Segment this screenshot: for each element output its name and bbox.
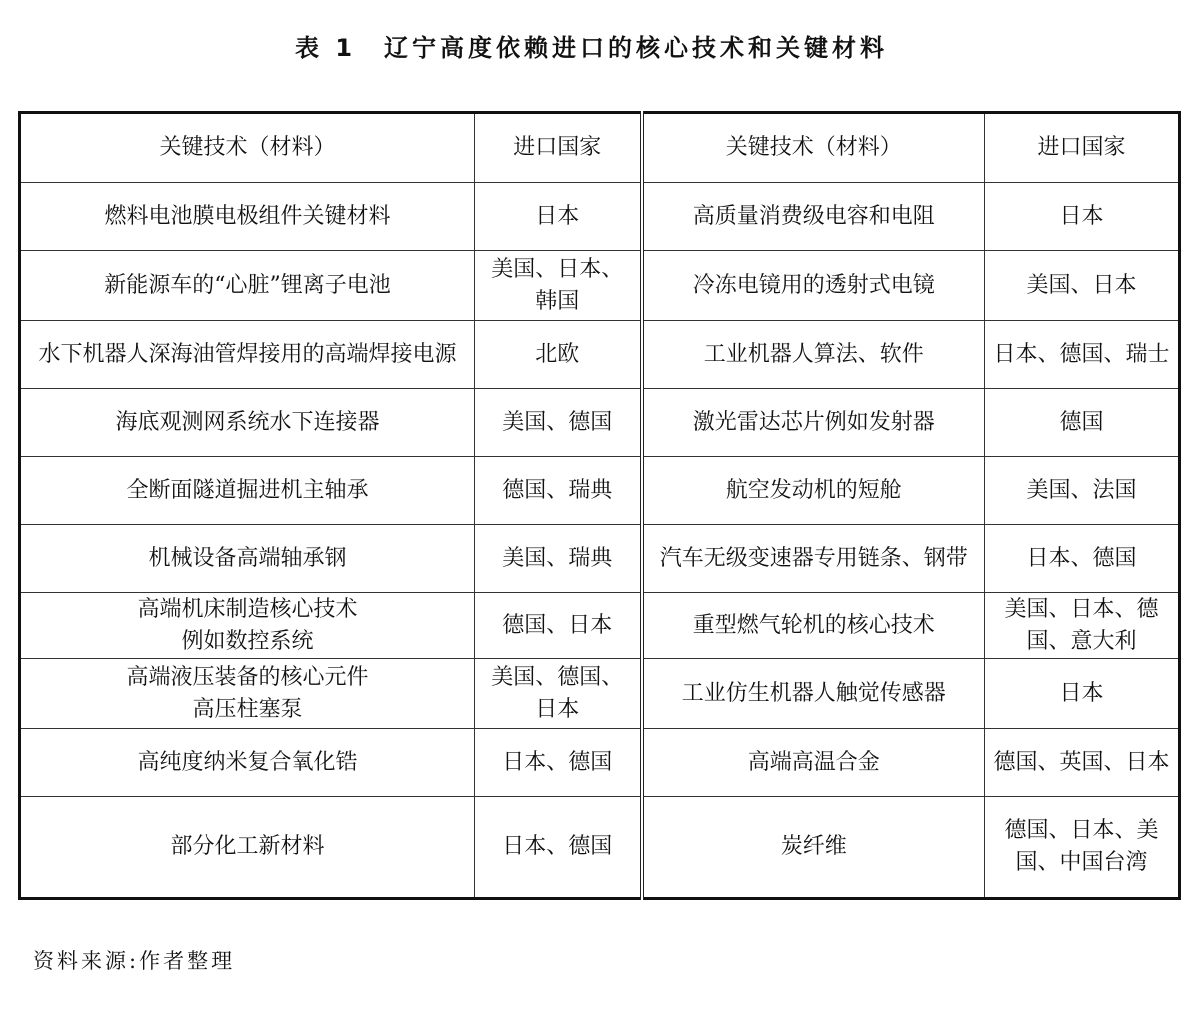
header-cell: 关键技术（材料） <box>642 113 985 183</box>
country-cell: 日本、德国 <box>475 797 642 899</box>
table-row <box>20 729 1180 797</box>
technology-cell: 工业机器人算法、软件 <box>642 321 985 389</box>
technology-cell: 激光雷达芯片例如发射器 <box>642 389 985 457</box>
header-cell: 进口国家 <box>985 113 1180 183</box>
country-cell: 美国、法国 <box>985 457 1180 525</box>
technology-cell: 全断面隧道掘进机主轴承 <box>20 457 475 525</box>
country-cell: 美国、日本、韩国 <box>475 251 642 321</box>
table-row <box>20 251 1180 321</box>
technology-cell: 高端机床制造核心技术 例如数控系统 <box>20 593 475 659</box>
country-cell: 日本、德国、瑞士 <box>985 321 1180 389</box>
country-cell: 美国、瑞典 <box>475 525 642 593</box>
country-cell: 德国、日本、美国、中国台湾 <box>985 797 1180 899</box>
country-cell: 美国、德国 <box>475 389 642 457</box>
country-cell: 美国、日本 <box>985 251 1180 321</box>
table-row <box>20 797 1180 899</box>
technology-cell: 航空发动机的短舱 <box>642 457 985 525</box>
technology-cell: 部分化工新材料 <box>20 797 475 899</box>
technology-cell: 海底观测网系统水下连接器 <box>20 389 475 457</box>
table-title: 表 1 辽宁高度依赖进口的核心技术和关键材料 <box>294 34 889 62</box>
country-cell: 日本、德国 <box>985 525 1180 593</box>
header-cell: 关键技术（材料） <box>20 113 475 183</box>
country-cell: 德国、英国、日本 <box>985 729 1180 797</box>
table-row <box>20 457 1180 525</box>
technology-cell: 高质量消费级电容和电阻 <box>642 183 985 251</box>
technology-cell: 工业仿生机器人触觉传感器 <box>642 659 985 729</box>
table-row <box>20 525 1180 593</box>
technology-cell: 新能源车的“心脏”锂离子电池 <box>20 251 475 321</box>
table-row <box>20 389 1180 457</box>
country-cell: 日本 <box>475 183 642 251</box>
technology-cell: 燃料电池膜电极组件关键材料 <box>20 183 475 251</box>
country-cell: 德国、日本 <box>475 593 642 659</box>
table-row <box>20 659 1180 729</box>
technology-cell: 高端液压装备的核心元件 高压柱塞泵 <box>20 659 475 729</box>
table-row <box>20 183 1180 251</box>
technology-cell: 冷冻电镜用的透射式电镜 <box>642 251 985 321</box>
technology-cell: 汽车无级变速器专用链条、钢带 <box>642 525 985 593</box>
technology-cell: 重型燃气轮机的核心技术 <box>642 593 985 659</box>
country-cell: 德国 <box>985 389 1180 457</box>
import-dependency-table <box>18 111 1181 900</box>
technology-cell: 炭纤维 <box>642 797 985 899</box>
country-cell: 日本 <box>985 183 1180 251</box>
technology-cell: 高端高温合金 <box>642 729 985 797</box>
header-cell: 进口国家 <box>475 113 642 183</box>
country-cell: 美国、日本、德国、意大利 <box>985 593 1180 659</box>
technology-cell: 水下机器人深海油管焊接用的高端焊接电源 <box>20 321 475 389</box>
country-cell: 日本 <box>985 659 1180 729</box>
country-cell: 日本、德国 <box>475 729 642 797</box>
country-cell: 北欧 <box>475 321 642 389</box>
country-cell: 美国、德国、日本 <box>475 659 642 729</box>
technology-cell: 机械设备高端轴承钢 <box>20 525 475 593</box>
source-note: 资料来源:作者整理 <box>33 949 236 973</box>
country-cell: 德国、瑞典 <box>475 457 642 525</box>
header-row <box>20 113 1180 183</box>
table-row <box>20 593 1180 659</box>
table-row <box>20 321 1180 389</box>
technology-cell: 高纯度纳米复合氧化锆 <box>20 729 475 797</box>
